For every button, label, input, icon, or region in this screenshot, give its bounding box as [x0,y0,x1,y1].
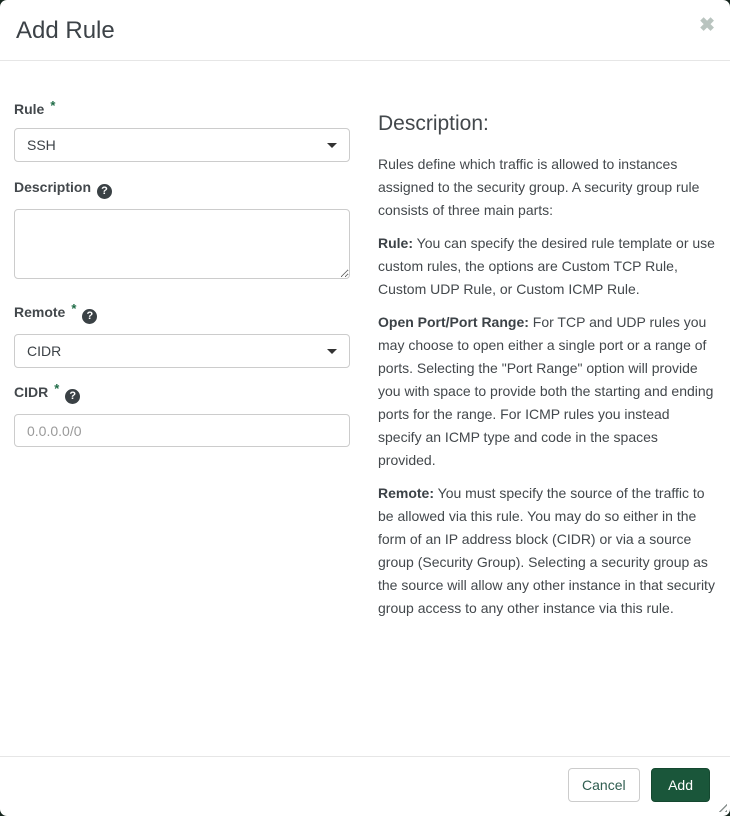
help-icon[interactable]: ? [65,389,80,404]
remote-label-text: Remote [14,304,66,320]
help-port-text: For TCP and UDP rules you may choose to open either a single port or a range of ports. Selecting the "Port Range" option will provide you with space to provide both the starting and ending ports for the range. For ICMP rules you instead specify an ICMP type and code in the spaces provided. [378,314,714,468]
help-intro-paragraph: Rules define which traffic is allowed to instances assigned to the security group. A security group rule consists of three main parts: [378,156,700,218]
add-button[interactable]: Add [651,768,710,802]
cidr-label-text: CIDR [14,384,49,400]
required-asterisk: * [54,381,60,396]
description-label-text: Description [14,179,92,195]
required-asterisk: * [50,98,56,113]
cidr-field-group [14,381,350,447]
rule-label [14,98,350,118]
description-field-group [14,179,350,284]
help-rule-paragraph [378,232,716,301]
modal-footer [0,756,730,816]
modal-body [0,61,730,756]
close-icon[interactable]: ✖ [699,15,715,36]
help-port-lead: Open Port/Port Range: [378,314,529,330]
modal-title: Add Rule [16,17,115,44]
help-panel [378,101,716,756]
help-remote-paragraph [378,482,716,620]
remote-field-group [14,301,350,368]
help-rule-lead: Rule: [378,235,413,251]
modal-header [0,0,730,61]
remote-select[interactable] [14,334,350,368]
cidr-label [14,381,350,404]
help-remote-lead: Remote: [378,485,435,501]
help-port-paragraph [378,311,716,472]
rule-label-text: Rule [14,101,45,117]
help-rule-text: You can specify the desired rule template or use custom rules, the options are Custom TCP Rule, Custom UDP Rule, or Custom ICMP Rule. [378,235,715,297]
rule-select-wrap [14,128,350,162]
remote-select-wrap [14,334,350,368]
rule-select[interactable] [14,128,350,162]
help-heading: Description: [378,112,489,135]
help-icon[interactable]: ? [97,184,112,199]
help-icon[interactable]: ? [82,309,97,324]
remote-label [14,301,350,324]
rule-field-group [14,98,350,162]
cidr-input[interactable] [14,414,350,447]
required-asterisk: * [71,301,77,316]
description-label [14,179,350,199]
help-remote-text: You must specify the source of the traffic to be allowed via this rule. You may do so either in the form of an IP address block (CIDR) or via a source group (Security Group). Selecting a security group as the source will allow any other instance in that security group access to any other instance via this rule. [378,485,715,616]
description-textarea[interactable] [14,209,350,279]
cancel-button[interactable]: Cancel [568,768,640,802]
rule-form [14,98,350,756]
